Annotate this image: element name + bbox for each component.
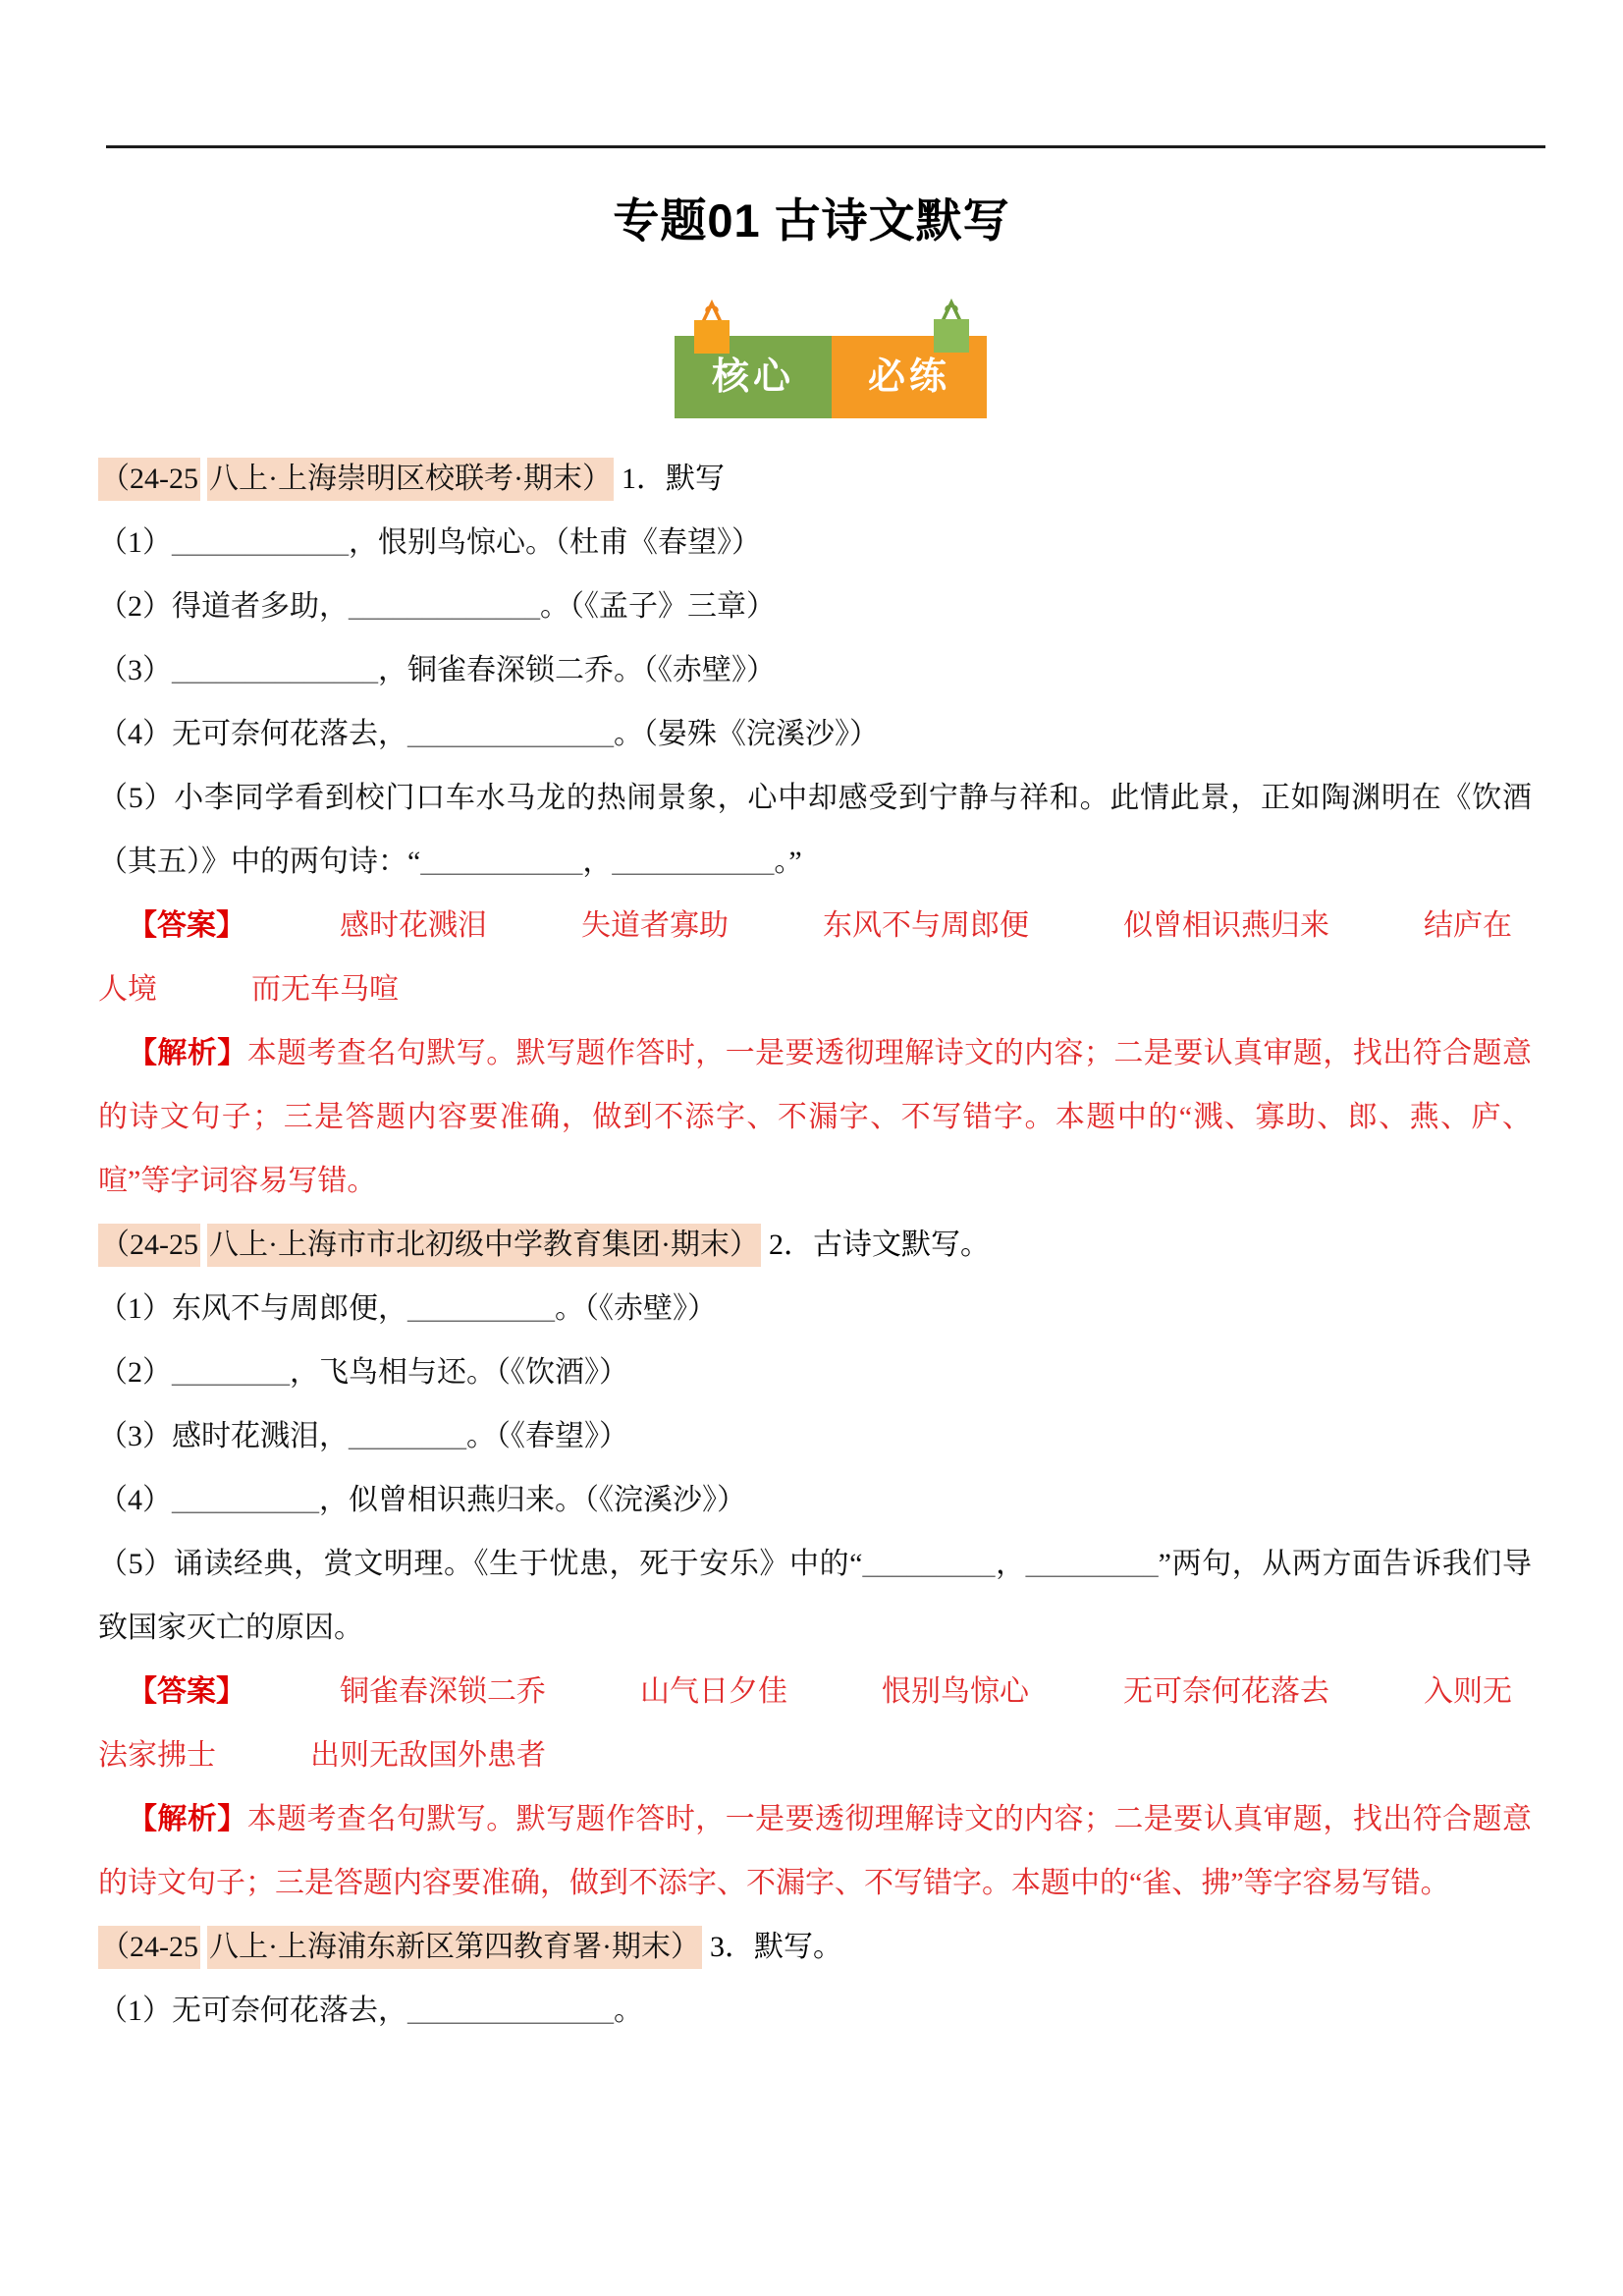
answer-item: 入则无法家拂士 (98, 1675, 1512, 1772)
question-item: （4）无可奈何花落去，______________。（晏殊《浣溪沙》） (98, 718, 879, 750)
core-practice-badge (675, 336, 987, 418)
question-number: 2．古诗文默写。 (768, 1229, 990, 1261)
answer-item: 感时花溅泪 (340, 909, 487, 942)
header-rule (106, 145, 1545, 148)
badge-practice-label: 必练 (832, 336, 987, 418)
question-item: （5）诵读经典，赏文明理。《生于忧患，死于安乐》中的“_________，_________”两句，从两方面告诉我们导致国家灭亡的原因。 (98, 1548, 1532, 1644)
fill-in-blank: _________ (1025, 1548, 1159, 1580)
question-header (98, 1213, 1532, 1277)
analysis-line (98, 1021, 1532, 1213)
question-item: （2）得道者多助，_____________。（《孟子》三章） (98, 590, 776, 623)
question-header (98, 447, 1532, 511)
source-tag-school: 八上·上海市市北初级中学教育集团·期末） (207, 1224, 761, 1267)
fill-in-blank: ______________ (407, 1995, 614, 2027)
page-title: 专题01 古诗文默写 (613, 194, 1010, 246)
fill-in-blank: ________ (349, 1420, 466, 1452)
fill-in-blank: ____________ (172, 526, 349, 559)
question-block-1 (98, 447, 1532, 1213)
fill-in-blank: ______________ (407, 718, 614, 750)
answer-line (98, 894, 1532, 1021)
answer-label: 【答案】 (128, 1675, 245, 1708)
source-tag-year: （24-25 (98, 1926, 200, 1969)
question-number: 1．默写 (621, 463, 725, 495)
answer-label: 【答案】 (128, 909, 245, 942)
analysis-text: 本题考查名句默写。默写题作答时，一是要透彻理解诗文的内容；二是要认真审题，找出符合题意的诗文句子；三是答题内容要准确，做到不添字、不漏字、不写错字。本题中的“雀、拂”等字容易写错。 (98, 1803, 1533, 1899)
answer-item: 失道者寡助 (581, 909, 729, 942)
answer-item: 铜雀春深锁二乔 (340, 1675, 546, 1708)
fill-in-blank: __________ (172, 1484, 319, 1516)
fill-in-blank: ___________ (612, 846, 775, 878)
fill-in-blank: _________ (862, 1548, 996, 1580)
question-header (98, 1915, 1532, 1979)
answer-item: 东风不与周郎便 (823, 909, 1029, 942)
question-item: （5）小李同学看到校门口车水马龙的热闹景象，心中却感受到宁静与祥和。此情此景，正如陶渊明在《饮酒（其五）》中的两句诗：“___________，___________。” (98, 782, 1532, 878)
document-body (98, 447, 1532, 2043)
fill-in-blank: _____________ (349, 590, 540, 623)
source-tag-year: （24-25 (98, 458, 200, 501)
question-item: （1）无可奈何花落去，______________。 (98, 1995, 643, 2027)
question-item: （1）____________，恨别鸟惊心。（杜甫《春望》） (98, 526, 761, 559)
fill-in-blank: ___________ (420, 846, 583, 878)
answer-item: 出则无敌国外患者 (310, 1739, 546, 1772)
question-number: 3．默写。 (709, 1931, 842, 1963)
analysis-line (98, 1787, 1532, 1915)
source-tag-school: 八上·上海崇明区校联考·期末） (207, 458, 614, 501)
answer-item: 结庐在人境 (98, 909, 1512, 1006)
answer-item: 山气日夕佳 (640, 1675, 787, 1708)
answer-item: 无可奈何花落去 (1123, 1675, 1329, 1708)
question-item: （3）______________，铜雀春深锁二乔。（《赤壁》） (98, 654, 776, 686)
question-block-2 (98, 1213, 1532, 1915)
fill-in-blank: __________ (407, 1292, 555, 1325)
answer-item: 似曾相识燕归来 (1123, 909, 1329, 942)
answer-line (98, 1660, 1532, 1787)
answer-item: 而无车马喧 (251, 973, 399, 1006)
question-item: （1）东风不与周郎便，__________。（《赤壁》） (98, 1292, 717, 1325)
fill-in-blank: ______________ (172, 654, 378, 686)
binder-clip-icon (926, 298, 977, 355)
analysis-label: 【解析】 (128, 1037, 247, 1069)
binder-clip-icon (686, 299, 737, 355)
analysis-label: 【解析】 (128, 1803, 247, 1835)
analysis-text: 本题考查名句默写。默写题作答时，一是要透彻理解诗文的内容；二是要认真审题，找出符合题意的诗文句子；三是答题内容要准确，做到不添字、不漏字、不写错字。本题中的“溅、寡助、郎、燕、庐、喧”等字词容易写错。 (98, 1037, 1533, 1197)
fill-in-blank: ________ (172, 1356, 290, 1389)
source-tag-school: 八上·上海浦东新区第四教育署·期末） (207, 1926, 702, 1969)
question-item: （3）感时花溅泪，________。（《春望》） (98, 1420, 628, 1452)
question-item: （4）__________，似曾相识燕归来。（《浣溪沙》） (98, 1484, 746, 1516)
source-tag-year: （24-25 (98, 1224, 200, 1267)
question-block-3 (98, 1915, 1532, 2043)
answer-item: 恨别鸟惊心 (882, 1675, 1029, 1708)
badge-core-label: 核心 (675, 336, 832, 418)
question-item: （2）________，飞鸟相与还。（《饮酒》） (98, 1356, 628, 1389)
